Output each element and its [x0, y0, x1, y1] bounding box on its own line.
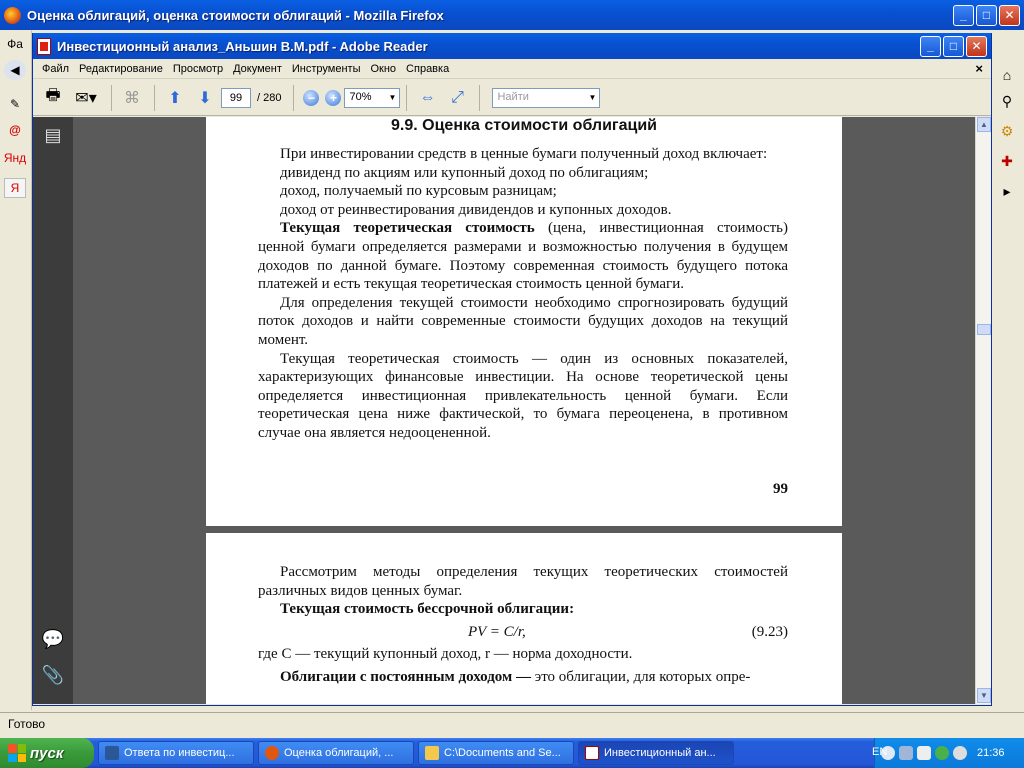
menu-file[interactable]: Файл: [42, 62, 70, 75]
update-icon[interactable]: [953, 746, 967, 760]
reader-menubar: [33, 59, 991, 79]
mail-icon[interactable]: @: [9, 123, 21, 137]
paragraph: При инвестировании средств в ценные бумаги полученный доход включает:: [280, 146, 768, 162]
pdf-icon: [585, 746, 599, 760]
next-page-icon[interactable]: ⬇: [198, 89, 212, 107]
start-button[interactable]: [0, 738, 94, 768]
firefox-icon: [265, 746, 279, 760]
pdf-page: [206, 533, 842, 704]
status-text: Готово: [8, 717, 46, 731]
maximize-button[interactable]: □: [976, 5, 997, 26]
bookmark-icon[interactable]: ✎: [9, 97, 21, 111]
taskbar: [0, 738, 1024, 768]
toolbar-separator: [111, 85, 112, 111]
firefox-icon: [4, 7, 21, 24]
word-icon: [105, 746, 119, 760]
minimize-button[interactable]: _: [953, 5, 974, 26]
paragraph: Рассмотрим методы определения текущих теоретических стоимостей различных видов ценных бумаг.: [258, 564, 788, 599]
page-total: 280: [263, 91, 282, 104]
menu-help[interactable]: Справка: [406, 62, 450, 75]
firefox-status-bar: [0, 712, 1024, 736]
paragraph: [258, 668, 788, 687]
subheading: [258, 600, 788, 619]
folder-icon: [425, 746, 439, 760]
formula: [258, 623, 788, 642]
search-icon[interactable]: ⚲: [1001, 92, 1013, 109]
paragraph: Для определения текущей стоимости необходимо спрогнозировать будущий поток доходов и найти современные стоимости будущих доходов на текущий момент.: [258, 294, 788, 348]
toolbar-separator: [406, 85, 407, 111]
list-item: доход от реинвестирования дивидендов и купонных доходов.: [280, 201, 672, 218]
taskbar-item-word[interactable]: [98, 741, 254, 765]
page-number-input[interactable]: 99: [221, 88, 251, 108]
paragraph-text: (цена, инвестиционная стоимость) ценной бумаги определяется размерами и возможностью получения в будущем доходов по данной бумаге. Поэтому современная стоимость будущего потока платежей и есть текущая теоретическая стоимость ценной бумаги.: [258, 220, 789, 293]
page-text: [258, 145, 788, 443]
formula-number: (9.23): [751, 623, 788, 640]
clock[interactable]: 21:36: [977, 747, 1005, 759]
language-indicator[interactable]: EN: [872, 746, 888, 758]
close-button[interactable]: ✕: [999, 5, 1020, 26]
taskbar-item-label: Оценка облигаций, ...: [284, 747, 394, 759]
status-icon[interactable]: [935, 746, 949, 760]
firefox-titlebar: [0, 0, 1024, 30]
zoom-in-button[interactable]: +: [325, 90, 341, 106]
bold-term: Текущая стоимость бессрочной облигации:: [280, 601, 575, 618]
formula-expression: PV = C/r,: [468, 623, 526, 640]
gear-icon[interactable]: ⚙: [1000, 122, 1014, 139]
chevron-down-icon[interactable]: ▼: [388, 93, 397, 102]
attachments-panel-icon[interactable]: 📎: [41, 664, 65, 685]
tab-fragment[interactable]: Я: [4, 178, 26, 198]
paragraph: [258, 219, 788, 293]
list-item: дивиденд по акциям или купонный доход по облигациям;: [280, 164, 649, 181]
find-placeholder: Найти: [497, 90, 529, 103]
zoom-select[interactable]: [344, 88, 400, 108]
reader-close-button[interactable]: ✕: [966, 36, 987, 57]
fit-page-icon[interactable]: ⤢: [451, 88, 464, 106]
taskbar-item-explorer[interactable]: [418, 741, 574, 765]
taskbar-item-label: C:\Documents and Se...: [444, 747, 561, 759]
reader-titlebar: [33, 33, 991, 59]
firefox-menu-fragment: Фа: [7, 37, 23, 51]
reader-minimize-button[interactable]: _: [920, 36, 941, 57]
paragraph: где C — текущий купонный доход, r — норма доходности.: [258, 646, 633, 663]
menu-edit[interactable]: Редактирование: [79, 62, 163, 75]
taskbar-item-label: Инвестиционный ан...: [604, 747, 716, 759]
zoom-value: 70%: [349, 90, 372, 103]
taskbar-item-label: Ответа по инвестиц...: [124, 747, 235, 759]
reader-toolbar: [33, 80, 991, 116]
reader-title: Инвестиционный анализ_Аньшин В.М.pdf - Adobe Reader: [57, 38, 428, 54]
list-item: доход, получаемый по курсовым разницам;: [280, 183, 557, 200]
pages-panel-icon[interactable]: ▤: [44, 124, 62, 145]
reader-maximize-button[interactable]: □: [943, 36, 964, 57]
firefox-toolbar-strip: [0, 30, 32, 710]
menu-tools[interactable]: Инструменты: [291, 62, 361, 75]
network-icon[interactable]: [899, 746, 913, 760]
zoom-out-button[interactable]: −: [303, 90, 319, 106]
menu-view[interactable]: Просмотр: [172, 62, 224, 75]
taskbar-item-firefox[interactable]: [258, 741, 414, 765]
page-count-label: [251, 92, 287, 104]
paragraph: Текущая теоретическая стоимость — один из основных показателей, характеризующих финансовые инвестиции. На основе теоретической цены определяется инвестиционная привлекательность ценной бумаги. Если теоретическая цена ниже фактической, то бумага переоценена, в противном случае она является недооцененной.: [258, 350, 788, 441]
scroll-thumb[interactable]: [977, 324, 991, 335]
vertical-scrollbar[interactable]: [975, 117, 991, 704]
document-close-icon[interactable]: ×: [975, 61, 983, 76]
document-area[interactable]: [73, 117, 975, 704]
print-icon[interactable]: 🖶: [45, 87, 61, 104]
page-separator: /: [257, 91, 261, 104]
section-heading: 9.9. Оценка стоимости облигаций: [391, 117, 657, 134]
windows-logo-icon: [8, 744, 26, 762]
toolbar-icon[interactable]: ✚: [1001, 152, 1013, 169]
menu-window[interactable]: Окно: [370, 62, 397, 75]
find-input[interactable]: [492, 88, 600, 108]
tab-scroll-icon[interactable]: ▸: [1003, 182, 1011, 199]
toolbar-separator: [293, 85, 294, 111]
back-icon[interactable]: ◀: [4, 60, 26, 80]
menu-document[interactable]: Документ: [233, 62, 282, 75]
firefox-right-strip: [992, 30, 1024, 710]
email-icon[interactable]: ✉▾: [75, 89, 97, 107]
toolbar-separator: [154, 85, 155, 111]
toolbar-separator: [479, 85, 480, 111]
yandex-bar-fragment: Янд: [3, 151, 27, 165]
paragraph-text: это облигации, для которых опре-: [531, 668, 751, 685]
comment-icon[interactable]: ⌘: [124, 89, 140, 107]
pdf-icon: [37, 38, 51, 55]
chevron-down-icon[interactable]: ▼: [588, 93, 597, 102]
comments-panel-icon[interactable]: 💬: [41, 628, 65, 649]
scroll-down-icon[interactable]: ▼: [977, 688, 991, 703]
volume-icon[interactable]: [917, 746, 931, 760]
firefox-title: Оценка облигаций, оценка стоимости облигаций - Mozilla Firefox: [27, 7, 444, 23]
pdf-page: [206, 117, 842, 526]
home-icon[interactable]: ⌂: [1002, 67, 1012, 83]
fit-width-icon[interactable]: ⇔: [419, 88, 436, 106]
start-label: пуск: [30, 744, 64, 762]
bold-term: Текущая теоретическая стоимость: [280, 220, 535, 237]
page-text: [258, 563, 788, 687]
previous-page-icon[interactable]: ⬆: [168, 89, 182, 107]
navigation-pane: [33, 117, 73, 704]
adobe-reader-window: [32, 33, 992, 706]
page-number: 99: [773, 481, 788, 497]
bold-term: Облигации с постоянным доходом —: [280, 668, 531, 685]
taskbar-item-reader[interactable]: [578, 741, 734, 765]
system-tray: [874, 738, 1024, 768]
scroll-up-icon[interactable]: ▲: [977, 117, 991, 132]
